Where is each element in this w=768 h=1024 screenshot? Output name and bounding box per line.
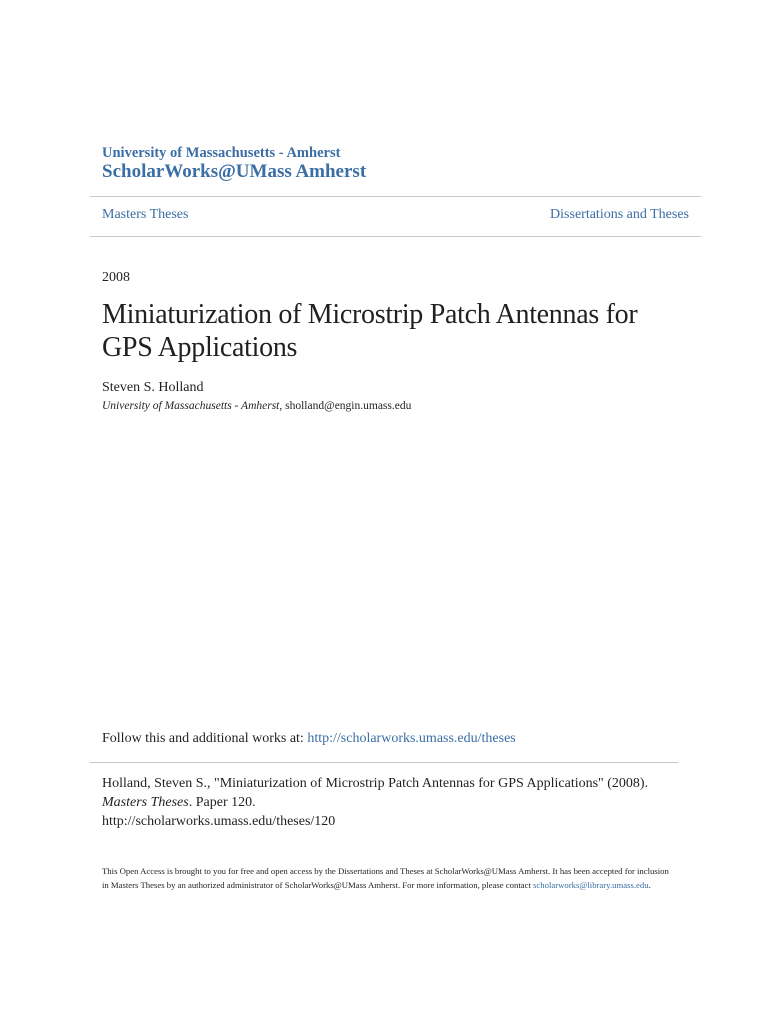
- open-access-notice: [102, 864, 672, 892]
- masters-theses-link[interactable]: Masters Theses: [102, 207, 189, 222]
- publication-year: 2008: [102, 270, 130, 285]
- citation-series: Masters Theses: [102, 795, 189, 810]
- top-divider: [90, 196, 701, 197]
- theses-url-link[interactable]: http://scholarworks.umass.edu/theses: [307, 731, 516, 746]
- notice-end: .: [648, 880, 651, 890]
- citation-paper-number: . Paper 120.: [188, 795, 256, 810]
- follow-divider: [90, 762, 678, 763]
- affiliation-separator: ,: [279, 400, 286, 412]
- repository-link[interactable]: ScholarWorks@UMass Amherst: [102, 161, 367, 182]
- recommended-citation: [102, 774, 702, 831]
- follow-works: [102, 731, 516, 747]
- citation-line-2: [102, 793, 702, 812]
- follow-label: Follow this and additional works at:: [102, 731, 308, 746]
- contact-email-link[interactable]: scholarworks@library.umass.edu: [533, 880, 649, 890]
- citation-url: http://scholarworks.umass.edu/theses/120: [102, 814, 336, 829]
- author-affiliation: [102, 400, 411, 412]
- collections-divider: [90, 236, 701, 237]
- author-email: sholland@engin.umass.edu: [285, 400, 412, 412]
- author-name: Steven S. Holland: [102, 380, 204, 395]
- dissertations-theses-link[interactable]: Dissertations and Theses: [550, 207, 689, 222]
- institution-link[interactable]: University of Massachusetts - Amherst: [102, 145, 341, 161]
- notice-text: This Open Access is brought to you for free and open access by the Dissertations and Theses at ScholarWorks@UMass Amherst. It has been accepted for inclusion in Masters Theses by an authorized administrator of ScholarWorks@UMass Amherst. For more information, please contact: [102, 866, 669, 890]
- affiliation-institution: University of Massachusetts - Amherst: [102, 400, 280, 412]
- paper-title: Miniaturization of Microstrip Patch Antennas for GPS Applications: [102, 299, 638, 363]
- citation-line-1: Holland, Steven S., "Miniaturization of Microstrip Patch Antennas for GPS Applications" (2008).: [102, 776, 649, 791]
